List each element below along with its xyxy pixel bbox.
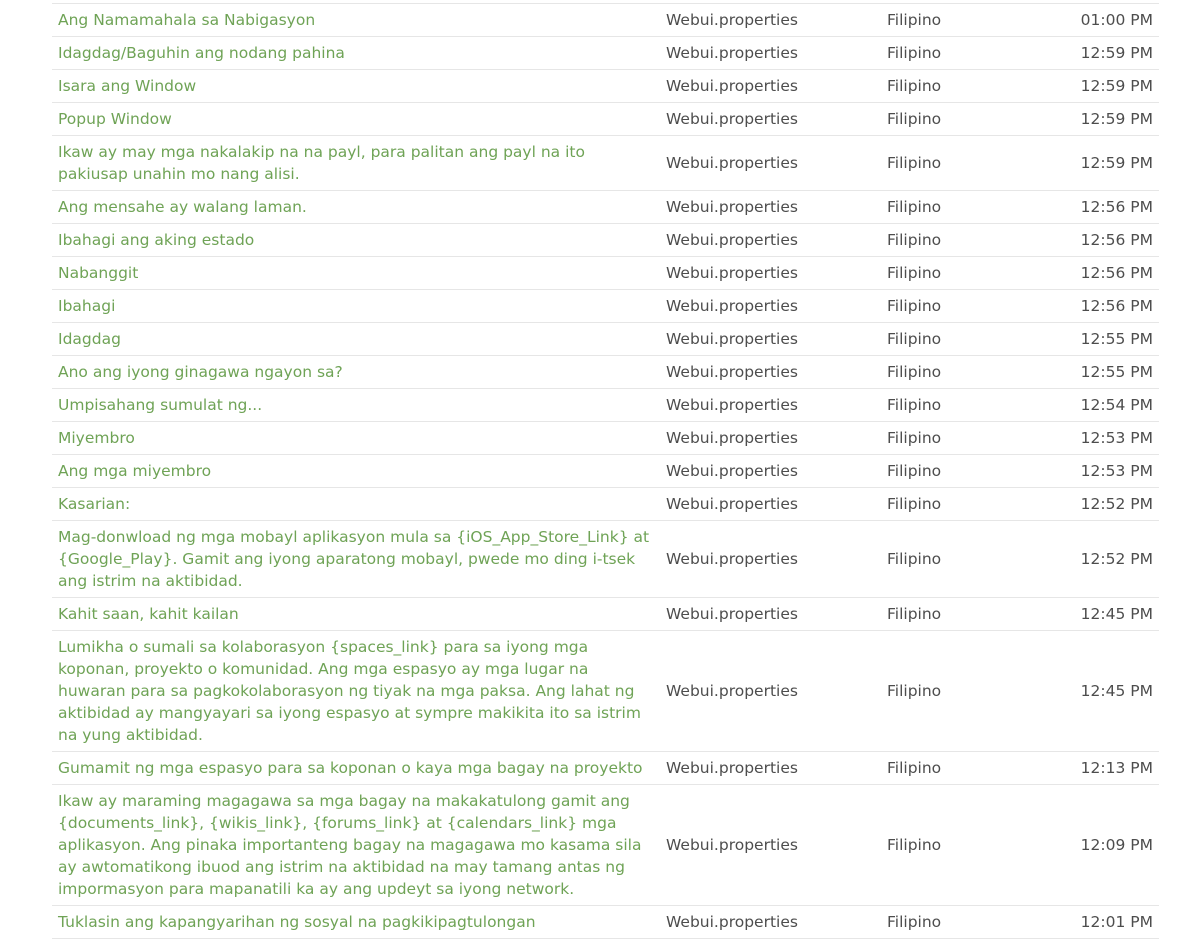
entry-file-cell: Webui.properties: [660, 631, 881, 752]
entry-language-cell: Filipino: [881, 785, 1041, 906]
entry-file-cell: Webui.properties: [660, 4, 881, 37]
entry-text-link[interactable]: Umpisahang sumulat ng...: [58, 396, 263, 414]
table-row: [52, 422, 1159, 455]
entry-time-cell: 12:01 PM: [1041, 906, 1159, 939]
entry-time-cell: 12:56 PM: [1041, 191, 1159, 224]
table-row: [52, 224, 1159, 257]
entry-time-cell: 12:56 PM: [1041, 290, 1159, 323]
entry-language-cell: Filipino: [881, 70, 1041, 103]
entry-time-cell: 12:54 PM: [1041, 389, 1159, 422]
table-row: [52, 191, 1159, 224]
table-row: [52, 488, 1159, 521]
entry-text-link[interactable]: Idagdag: [58, 330, 121, 348]
entries-table-body: [52, 4, 1159, 939]
entry-text-cell: [52, 103, 660, 136]
entry-text-link[interactable]: Ibahagi ang aking estado: [58, 231, 255, 249]
entry-text-cell: [52, 631, 660, 752]
entries-table: [52, 4, 1159, 939]
table-row: [52, 752, 1159, 785]
entry-text-cell: [52, 752, 660, 785]
entry-file-cell: Webui.properties: [660, 191, 881, 224]
entry-time-cell: 12:53 PM: [1041, 455, 1159, 488]
entry-language-cell: Filipino: [881, 455, 1041, 488]
entry-text-cell: [52, 136, 660, 191]
entry-time-cell: 12:55 PM: [1041, 323, 1159, 356]
entry-language-cell: Filipino: [881, 290, 1041, 323]
entry-language-cell: Filipino: [881, 191, 1041, 224]
entry-time-cell: 12:59 PM: [1041, 136, 1159, 191]
entry-text-cell: [52, 521, 660, 598]
entry-file-cell: Webui.properties: [660, 598, 881, 631]
entry-text-cell: [52, 70, 660, 103]
table-row: [52, 290, 1159, 323]
entry-language-cell: Filipino: [881, 752, 1041, 785]
entry-time-cell: 12:52 PM: [1041, 521, 1159, 598]
entry-file-cell: Webui.properties: [660, 785, 881, 906]
entry-file-cell: Webui.properties: [660, 290, 881, 323]
entry-language-cell: Filipino: [881, 906, 1041, 939]
entry-text-cell: [52, 356, 660, 389]
entry-file-cell: Webui.properties: [660, 257, 881, 290]
entry-time-cell: 12:09 PM: [1041, 785, 1159, 906]
entry-time-cell: 12:45 PM: [1041, 631, 1159, 752]
table-row: [52, 521, 1159, 598]
entry-time-cell: 12:55 PM: [1041, 356, 1159, 389]
entry-text-link[interactable]: Ibahagi: [58, 297, 116, 315]
entry-file-cell: Webui.properties: [660, 37, 881, 70]
table-row: [52, 70, 1159, 103]
entry-text-link[interactable]: Gumamit ng mga espasyo para sa koponan o kaya mga bagay na proyekto: [58, 759, 643, 777]
entry-file-cell: Webui.properties: [660, 356, 881, 389]
entry-file-cell: Webui.properties: [660, 521, 881, 598]
entry-text-cell: [52, 323, 660, 356]
entry-text-cell: [52, 906, 660, 939]
table-row: [52, 323, 1159, 356]
entry-file-cell: Webui.properties: [660, 906, 881, 939]
entry-text-link[interactable]: Miyembro: [58, 429, 135, 447]
entry-file-cell: Webui.properties: [660, 70, 881, 103]
table-row: [52, 4, 1159, 37]
entry-time-cell: 01:00 PM: [1041, 4, 1159, 37]
entry-language-cell: Filipino: [881, 631, 1041, 752]
entry-text-link[interactable]: Lumikha o sumali sa kolaborasyon {spaces_link} para sa iyong mga koponan, proyekto o komunidad. Ang mga espasyo ay mga lugar na huwaran para sa pagkokolaborasyon ng tiyak na mga paksa. Ang lahat ng aktibidad ay mangyayari sa iyong espasyo at sympre makikita ito sa istrim na yung aktibidad.: [58, 638, 641, 744]
entry-text-link[interactable]: Ang Namamahala sa Nabigasyon: [58, 11, 316, 29]
entry-time-cell: 12:56 PM: [1041, 224, 1159, 257]
entry-language-cell: Filipino: [881, 103, 1041, 136]
table-row: [52, 455, 1159, 488]
entry-file-cell: Webui.properties: [660, 488, 881, 521]
entry-text-link[interactable]: Ikaw ay maraming magagawa sa mga bagay na makakatulong gamit ang {documents_link}, {wikis_link}, {forums_link} at {calendars_link} mga aplikasyon. Ang pinaka importanteng bagay na magagawa mo kasama sila ay awtomatikong ibuod ang istrim na aktibidad na may tamang antas ng impormasyon para mapanatili ka ay ang updeyt sa iyong network.: [58, 792, 642, 898]
entry-language-cell: Filipino: [881, 136, 1041, 191]
entry-file-cell: Webui.properties: [660, 455, 881, 488]
recent-translations-table: [52, 3, 1159, 939]
entry-language-cell: Filipino: [881, 4, 1041, 37]
entry-file-cell: Webui.properties: [660, 103, 881, 136]
entry-text-cell: [52, 4, 660, 37]
entry-text-link[interactable]: Ang mensahe ay walang laman.: [58, 198, 307, 216]
entry-text-link[interactable]: Ikaw ay may mga nakalakip na na payl, para palitan ang payl na ito pakiusap unahin mo nang alisi.: [58, 143, 585, 183]
entry-language-cell: Filipino: [881, 323, 1041, 356]
entry-text-link[interactable]: Idagdag/Baguhin ang nodang pahina: [58, 44, 345, 62]
entry-text-link[interactable]: Mag-donwload ng mga mobayl aplikasyon mula sa {iOS_App_Store_Link} at {Google_Play}. Gamit ang iyong aparatong mobayl, pwede mo ding i-tsek ang istrim na aktibidad.: [58, 528, 650, 590]
table-row: [52, 598, 1159, 631]
entry-text-cell: [52, 455, 660, 488]
entry-text-link[interactable]: Popup Window: [58, 110, 172, 128]
entry-language-cell: Filipino: [881, 521, 1041, 598]
entry-time-cell: 12:59 PM: [1041, 70, 1159, 103]
entry-file-cell: Webui.properties: [660, 323, 881, 356]
table-row: [52, 136, 1159, 191]
entry-text-link[interactable]: Kahit saan, kahit kailan: [58, 605, 239, 623]
entry-text-cell: [52, 785, 660, 906]
table-row: [52, 103, 1159, 136]
entry-text-link[interactable]: Ang mga miyembro: [58, 462, 212, 480]
entry-text-cell: [52, 224, 660, 257]
entry-text-cell: [52, 290, 660, 323]
entry-file-cell: Webui.properties: [660, 422, 881, 455]
entry-language-cell: Filipino: [881, 257, 1041, 290]
table-row: [52, 37, 1159, 70]
entry-file-cell: Webui.properties: [660, 224, 881, 257]
entry-language-cell: Filipino: [881, 356, 1041, 389]
table-row: [52, 389, 1159, 422]
entry-time-cell: 12:59 PM: [1041, 103, 1159, 136]
entry-text-cell: [52, 37, 660, 70]
entry-file-cell: Webui.properties: [660, 752, 881, 785]
entry-language-cell: Filipino: [881, 389, 1041, 422]
table-row: [52, 257, 1159, 290]
table-row: [52, 356, 1159, 389]
entry-language-cell: Filipino: [881, 488, 1041, 521]
table-row: [52, 785, 1159, 906]
entry-text-cell: [52, 389, 660, 422]
entry-time-cell: 12:45 PM: [1041, 598, 1159, 631]
entry-text-link[interactable]: Kasarian:: [58, 495, 131, 513]
table-row: [52, 631, 1159, 752]
entry-time-cell: 12:59 PM: [1041, 37, 1159, 70]
entry-text-link[interactable]: Isara ang Window: [58, 77, 197, 95]
entry-text-cell: [52, 257, 660, 290]
entry-text-cell: [52, 422, 660, 455]
entry-text-cell: [52, 598, 660, 631]
entry-text-link[interactable]: Ano ang iyong ginagawa ngayon sa?: [58, 363, 343, 381]
table-row: [52, 906, 1159, 939]
entry-language-cell: Filipino: [881, 224, 1041, 257]
entry-text-link[interactable]: Tuklasin ang kapangyarihan ng sosyal na pagkikipagtulongan: [58, 913, 536, 931]
entry-language-cell: Filipino: [881, 598, 1041, 631]
entry-text-cell: [52, 488, 660, 521]
entry-language-cell: Filipino: [881, 37, 1041, 70]
entry-file-cell: Webui.properties: [660, 389, 881, 422]
entry-file-cell: Webui.properties: [660, 136, 881, 191]
entry-language-cell: Filipino: [881, 422, 1041, 455]
entry-time-cell: 12:53 PM: [1041, 422, 1159, 455]
entry-text-cell: [52, 191, 660, 224]
entry-time-cell: 12:13 PM: [1041, 752, 1159, 785]
entry-time-cell: 12:56 PM: [1041, 257, 1159, 290]
entry-text-link[interactable]: Nabanggit: [58, 264, 139, 282]
entry-time-cell: 12:52 PM: [1041, 488, 1159, 521]
